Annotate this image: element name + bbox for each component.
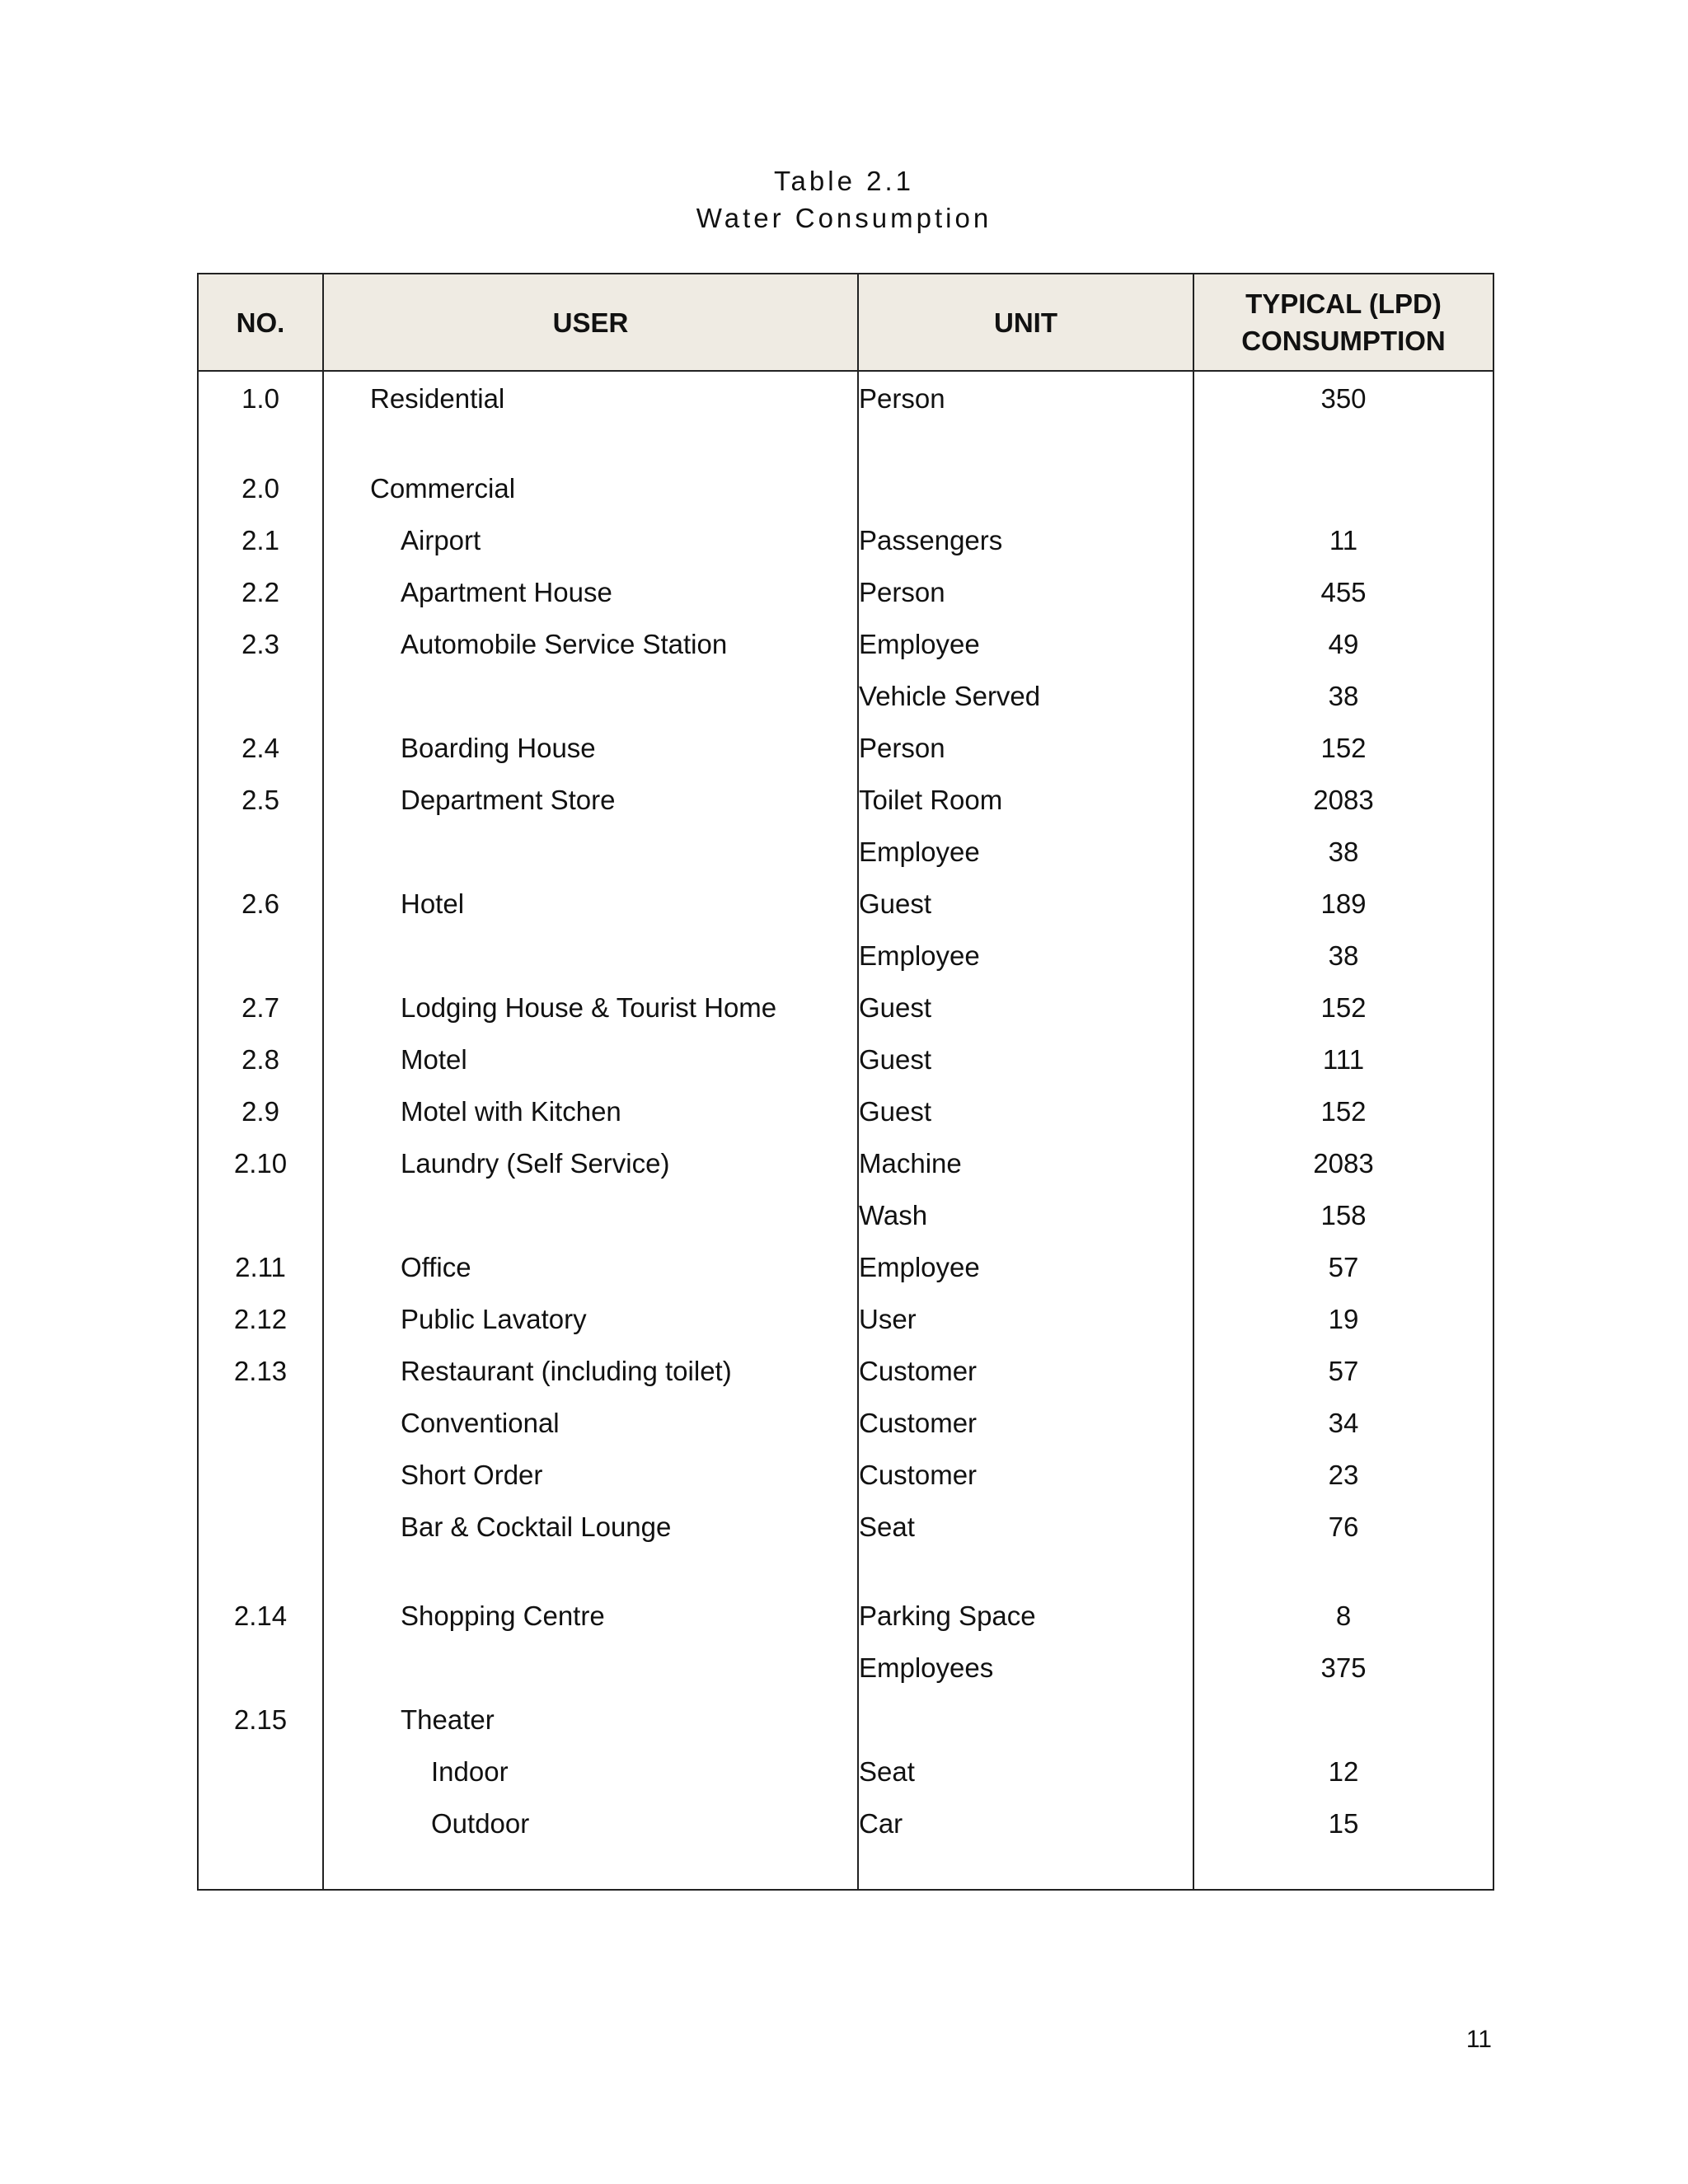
cell-user: Indoor (323, 1746, 858, 1797)
cell-user: Hotel (323, 878, 858, 930)
table-row (198, 1397, 1493, 1449)
cell-user: Theater (323, 1694, 858, 1746)
spacer-cell (323, 425, 858, 462)
cell-consumption: 111 (1193, 1033, 1493, 1085)
cell-unit: Employees (858, 1642, 1193, 1694)
cell-unit: Parking Space (858, 1590, 1193, 1642)
table-row (198, 774, 1493, 826)
table-row (198, 1694, 1493, 1746)
cell-user: Public Lavatory (323, 1293, 858, 1345)
cell-unit: Person (858, 722, 1193, 774)
table-row (198, 462, 1493, 514)
cell-consumption: 152 (1193, 722, 1493, 774)
table-row (198, 1642, 1493, 1694)
cell-unit: Passengers (858, 514, 1193, 566)
cell-unit: Guest (858, 1033, 1193, 1085)
cell-no: 2.14 (198, 1590, 323, 1642)
spacer-row (198, 425, 1493, 462)
cell-no (198, 930, 323, 982)
cell-unit: Seat (858, 1501, 1193, 1553)
cell-consumption: 49 (1193, 618, 1493, 670)
cell-unit: Wash (858, 1189, 1193, 1241)
cell-no (198, 1189, 323, 1241)
table-row (198, 514, 1493, 566)
cell-user (323, 1189, 858, 1241)
cell-consumption: 38 (1193, 826, 1493, 878)
cell-consumption: 2083 (1193, 774, 1493, 826)
cell-consumption: 2083 (1193, 1137, 1493, 1189)
cell-unit: Guest (858, 1085, 1193, 1137)
cell-unit: Machine (858, 1137, 1193, 1189)
cell-no: 2.13 (198, 1345, 323, 1397)
table-row (198, 878, 1493, 930)
cell-consumption: 57 (1193, 1345, 1493, 1397)
cell-user: Commercial (323, 462, 858, 514)
cell-no: 2.11 (198, 1241, 323, 1293)
cell-no: 2.7 (198, 982, 323, 1033)
table-row (198, 722, 1493, 774)
spacer-row (198, 1553, 1493, 1590)
cell-no: 1.0 (198, 371, 323, 425)
spacer-cell (198, 1849, 323, 1890)
spacer-cell (858, 1849, 1193, 1890)
cell-consumption: 8 (1193, 1590, 1493, 1642)
cell-unit: Vehicle Served (858, 670, 1193, 722)
cell-consumption: 57 (1193, 1241, 1493, 1293)
cell-no: 2.10 (198, 1137, 323, 1189)
cell-no (198, 1746, 323, 1797)
page-number: 11 (1465, 2026, 1492, 2053)
cell-unit: Person (858, 566, 1193, 618)
cell-user: Residential (323, 371, 858, 425)
cell-consumption: 76 (1193, 1501, 1493, 1553)
cell-user (323, 1642, 858, 1694)
spacer-cell (323, 1849, 858, 1890)
water-consumption-table (197, 273, 1494, 1891)
cell-consumption: 15 (1193, 1797, 1493, 1849)
cell-consumption: 152 (1193, 1085, 1493, 1137)
header-consumption-line2: CONSUMPTION (1241, 326, 1446, 356)
spacer-cell (858, 425, 1193, 462)
cell-no: 2.15 (198, 1694, 323, 1746)
cell-user: Bar & Cocktail Lounge (323, 1501, 858, 1553)
cell-unit (858, 1694, 1193, 1746)
table-bottom-padding (198, 1849, 1493, 1890)
header-unit: UNIT (858, 274, 1193, 371)
spacer-cell (198, 1553, 323, 1590)
cell-unit: User (858, 1293, 1193, 1345)
cell-unit: Toilet Room (858, 774, 1193, 826)
cell-consumption: 375 (1193, 1642, 1493, 1694)
cell-consumption: 23 (1193, 1449, 1493, 1501)
cell-user: Conventional (323, 1397, 858, 1449)
table-row (198, 618, 1493, 670)
cell-no (198, 1397, 323, 1449)
cell-no: 2.2 (198, 566, 323, 618)
cell-user: Shopping Centre (323, 1590, 858, 1642)
cell-no (198, 826, 323, 878)
cell-user (323, 670, 858, 722)
table-caption-number: Table 2.1 (774, 166, 914, 196)
cell-unit: Person (858, 371, 1193, 425)
spacer-cell (858, 1553, 1193, 1590)
spacer-cell (323, 1553, 858, 1590)
header-consumption-line1: TYPICAL (LPD) (1245, 288, 1442, 319)
table-row (198, 1501, 1493, 1553)
cell-user: Automobile Service Station (323, 618, 858, 670)
cell-no (198, 1797, 323, 1849)
cell-consumption: 19 (1193, 1293, 1493, 1345)
header-consumption (1193, 274, 1493, 371)
cell-consumption: 189 (1193, 878, 1493, 930)
cell-user: Airport (323, 514, 858, 566)
cell-user: Restaurant (including toilet) (323, 1345, 858, 1397)
cell-consumption: 38 (1193, 930, 1493, 982)
table-row (198, 1293, 1493, 1345)
cell-consumption: 38 (1193, 670, 1493, 722)
cell-user: Office (323, 1241, 858, 1293)
cell-no: 2.3 (198, 618, 323, 670)
table-row (198, 826, 1493, 878)
cell-unit: Guest (858, 982, 1193, 1033)
cell-user: Short Order (323, 1449, 858, 1501)
table-row (198, 1189, 1493, 1241)
spacer-cell (198, 425, 323, 462)
table-row (198, 982, 1493, 1033)
cell-unit: Customer (858, 1397, 1193, 1449)
header-no: NO. (198, 274, 323, 371)
table-row (198, 1449, 1493, 1501)
table-row (198, 930, 1493, 982)
cell-user: Motel with Kitchen (323, 1085, 858, 1137)
cell-no: 2.12 (198, 1293, 323, 1345)
cell-no (198, 1642, 323, 1694)
table-row (198, 1345, 1493, 1397)
spacer-cell (1193, 1553, 1493, 1590)
cell-no: 2.5 (198, 774, 323, 826)
cell-no: 2.4 (198, 722, 323, 774)
cell-consumption: 11 (1193, 514, 1493, 566)
cell-no: 2.0 (198, 462, 323, 514)
cell-unit: Employee (858, 1241, 1193, 1293)
cell-user: Lodging House & Tourist Home (323, 982, 858, 1033)
table-header (198, 274, 1493, 371)
cell-unit: Customer (858, 1449, 1193, 1501)
table-body (198, 371, 1493, 1890)
cell-consumption: 34 (1193, 1397, 1493, 1449)
cell-consumption: 152 (1193, 982, 1493, 1033)
cell-user (323, 930, 858, 982)
cell-unit: Seat (858, 1746, 1193, 1797)
cell-consumption: 158 (1193, 1189, 1493, 1241)
cell-user: Laundry (Self Service) (323, 1137, 858, 1189)
spacer-cell (1193, 1849, 1493, 1890)
cell-unit: Employee (858, 930, 1193, 982)
cell-unit (858, 462, 1193, 514)
cell-no (198, 1501, 323, 1553)
header-user: USER (323, 274, 858, 371)
cell-user: Boarding House (323, 722, 858, 774)
cell-unit: Car (858, 1797, 1193, 1849)
cell-no (198, 1449, 323, 1501)
cell-no: 2.6 (198, 878, 323, 930)
cell-unit: Employee (858, 618, 1193, 670)
table-caption-title: Water Consumption (696, 203, 992, 233)
cell-no: 2.9 (198, 1085, 323, 1137)
table-row (198, 1746, 1493, 1797)
cell-user (323, 826, 858, 878)
table-row (198, 371, 1493, 425)
cell-consumption (1193, 462, 1493, 514)
table-row (198, 1085, 1493, 1137)
cell-user: Department Store (323, 774, 858, 826)
table-row (198, 670, 1493, 722)
cell-unit: Guest (858, 878, 1193, 930)
table-row (198, 566, 1493, 618)
cell-consumption: 12 (1193, 1746, 1493, 1797)
table-row (198, 1241, 1493, 1293)
cell-consumption (1193, 1694, 1493, 1746)
cell-no (198, 670, 323, 722)
spacer-cell (1193, 425, 1493, 462)
cell-user: Outdoor (323, 1797, 858, 1849)
cell-unit: Employee (858, 826, 1193, 878)
header-row (198, 274, 1493, 371)
cell-no: 2.8 (198, 1033, 323, 1085)
cell-no: 2.1 (198, 514, 323, 566)
cell-consumption: 455 (1193, 566, 1493, 618)
cell-user: Motel (323, 1033, 858, 1085)
table-row (198, 1137, 1493, 1189)
table-row (198, 1797, 1493, 1849)
cell-consumption: 350 (1193, 371, 1493, 425)
table-row (198, 1590, 1493, 1642)
table-row (198, 1033, 1493, 1085)
cell-unit: Customer (858, 1345, 1193, 1397)
cell-user: Apartment House (323, 566, 858, 618)
